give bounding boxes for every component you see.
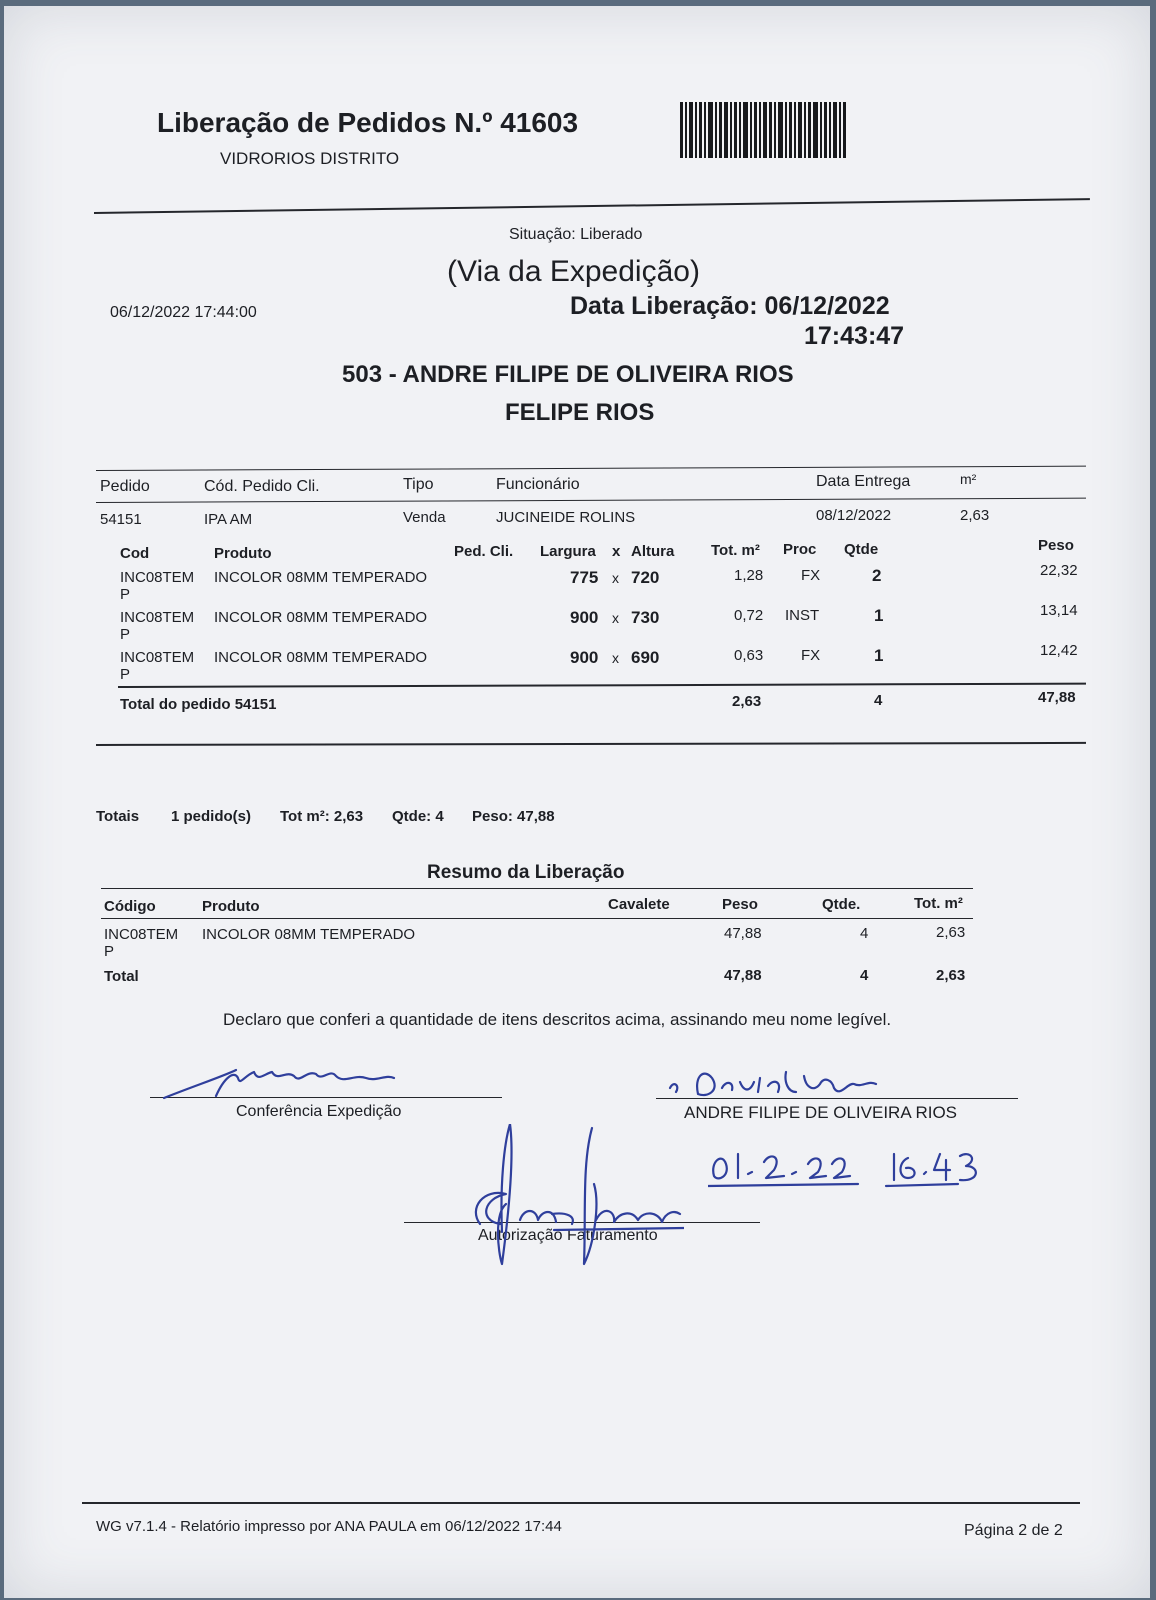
item-cod: INC08TEM P [120, 649, 195, 683]
release-time: 17:43:47 [804, 322, 905, 350]
item-qtde: 2 [872, 566, 882, 585]
client-nickname: FELIPE RIOS [505, 399, 655, 426]
summary-codigo: INC08TEM P [104, 926, 179, 960]
item-altura: 720 [631, 568, 660, 587]
barcode [680, 102, 856, 158]
signature-label-conferencia: Conferência Expedição [236, 1103, 402, 1120]
item-cod: INC08TEM P [120, 609, 195, 643]
document-page [4, 6, 1150, 1598]
signature-label-cliente: ANDRE FILIPE DE OLIVEIRA RIOS [684, 1103, 958, 1122]
items-col-proc: Proc [783, 541, 817, 558]
order-total-peso: 47,88 [1038, 689, 1076, 706]
summary-title: Resumo da Liberação [427, 862, 625, 883]
order-total-label: Total do pedido 54151 [120, 696, 277, 713]
release-date: Data Liberação: 06/12/2022 [570, 292, 890, 320]
totals-qtde: Qtde: 4 [392, 808, 444, 825]
item-produto: INCOLOR 08MM TEMPERADO [214, 569, 428, 586]
items-total-line [118, 683, 1086, 688]
items-col-tot-m2: Tot. m² [711, 542, 760, 559]
item-largura: 775 [570, 568, 599, 587]
item-produto: INCOLOR 08MM TEMPERADO [214, 649, 428, 666]
totals-peso: Peso: 47,88 [472, 808, 555, 825]
totals-m2: Tot m²: 2,63 [280, 808, 364, 825]
company-name: VIDRORIOS DISTRITO [220, 149, 400, 168]
item-altura: 730 [631, 608, 660, 627]
summary-col-tot-m2: Tot. m² [914, 895, 963, 912]
items-col-peso: Peso [1038, 537, 1074, 554]
summary-col-produto: Produto [202, 898, 260, 915]
summary-col-codigo: Código [104, 898, 156, 915]
col-cod-pedido-cli: Cód. Pedido Cli. [204, 478, 320, 495]
col-m2: m² [960, 471, 977, 487]
summary-col-peso: Peso [722, 896, 758, 913]
footer-printed-by: WG v7.1.4 - Relatório impresso por ANA PAULA em 06/12/2022 17:44 [96, 1518, 562, 1535]
order-header-bottom-line [96, 498, 1086, 503]
item-altura: 690 [631, 648, 660, 667]
item-qtde: 1 [874, 606, 884, 625]
item-proc: INST [785, 607, 820, 624]
order-header-top-line [96, 466, 1086, 471]
items-col-x: x [612, 543, 621, 560]
summary-top-line [101, 888, 973, 889]
item-tot-m2: 0,72 [734, 607, 764, 624]
items-col-largura: Largura [540, 543, 596, 560]
summary-produto: INCOLOR 08MM TEMPERADO [202, 926, 416, 943]
items-col-produto: Produto [214, 545, 272, 562]
order-pedido: 54151 [100, 511, 142, 528]
footer-page-number: Página 2 de 2 [964, 1522, 1063, 1539]
col-pedido: Pedido [100, 478, 150, 495]
totals-pedidos: 1 pedido(s) [171, 808, 252, 825]
item-tot-m2: 0,63 [734, 647, 764, 664]
declaration-text: Declaro que conferi a quantidade de itens descritos acima, assinando meu nome legível. [223, 1010, 892, 1029]
summary-total-label: Total [104, 968, 139, 985]
signature-autorizacao-ink [444, 1124, 684, 1274]
col-funcionario: Funcionário [496, 476, 580, 493]
totals-label: Totais [96, 808, 140, 825]
item-x: x [612, 570, 619, 586]
item-peso: 22,32 [1040, 562, 1078, 579]
order-tipo: Venda [403, 509, 446, 526]
handwritten-date-ink [708, 1142, 1008, 1192]
header-divider [94, 198, 1090, 214]
summary-col-qtde: Qtde. [822, 896, 861, 913]
items-col-qtde: Qtde [844, 541, 879, 558]
item-peso: 13,14 [1040, 602, 1078, 619]
item-produto: INCOLOR 08MM TEMPERADO [214, 609, 428, 626]
signature-label-autorizacao: Autorização Faturamento [478, 1227, 658, 1244]
order-cod-cli: IPA AM [204, 511, 253, 528]
status-text: Situação: Liberado [509, 226, 643, 243]
item-proc: FX [801, 647, 821, 664]
summary-total-m2: 2,63 [936, 967, 966, 984]
col-tipo: Tipo [403, 476, 434, 493]
order-funcionario: JUCINEIDE ROLINS [496, 509, 636, 526]
items-col-ped-cli: Ped. Cli. [454, 543, 514, 560]
item-largura: 900 [570, 648, 599, 667]
order-data-entrega: 08/12/2022 [816, 507, 892, 524]
item-x: x [612, 610, 619, 626]
item-tot-m2: 1,28 [734, 567, 764, 584]
document-title: Liberação de Pedidos N.º 41603 [157, 107, 579, 138]
summary-qtde: 4 [860, 925, 869, 942]
item-cod: INC08TEM P [120, 569, 195, 603]
summary-col-cavalete: Cavalete [608, 896, 670, 913]
summary-tot-m2: 2,63 [936, 924, 966, 941]
col-data-entrega: Data Entrega [816, 473, 911, 490]
order-m2: 2,63 [960, 507, 990, 524]
items-col-altura: Altura [631, 543, 675, 560]
footer-divider [82, 1502, 1080, 1504]
copy-type: (Via da Expedição) [447, 255, 700, 288]
print-datetime: 06/12/2022 17:44:00 [110, 304, 257, 321]
client-name: 503 - ANDRE FILIPE DE OLIVEIRA RIOS [342, 361, 794, 388]
item-x: x [612, 650, 619, 666]
summary-total-qtde: 4 [860, 967, 869, 984]
order-total-qtde: 4 [874, 692, 883, 709]
items-col-cod: Cod [120, 545, 150, 562]
summary-header-line [101, 918, 973, 919]
signature-conferencia-ink [154, 1056, 414, 1106]
item-largura: 900 [570, 608, 599, 627]
summary-total-peso: 47,88 [724, 967, 762, 984]
signature-cliente-ink [664, 1058, 894, 1104]
summary-peso: 47,88 [724, 925, 762, 942]
order-total-m2: 2,63 [732, 693, 762, 710]
order-section-divider [96, 742, 1086, 746]
item-peso: 12,42 [1040, 642, 1078, 659]
item-qtde: 1 [874, 646, 884, 665]
item-proc: FX [801, 567, 821, 584]
